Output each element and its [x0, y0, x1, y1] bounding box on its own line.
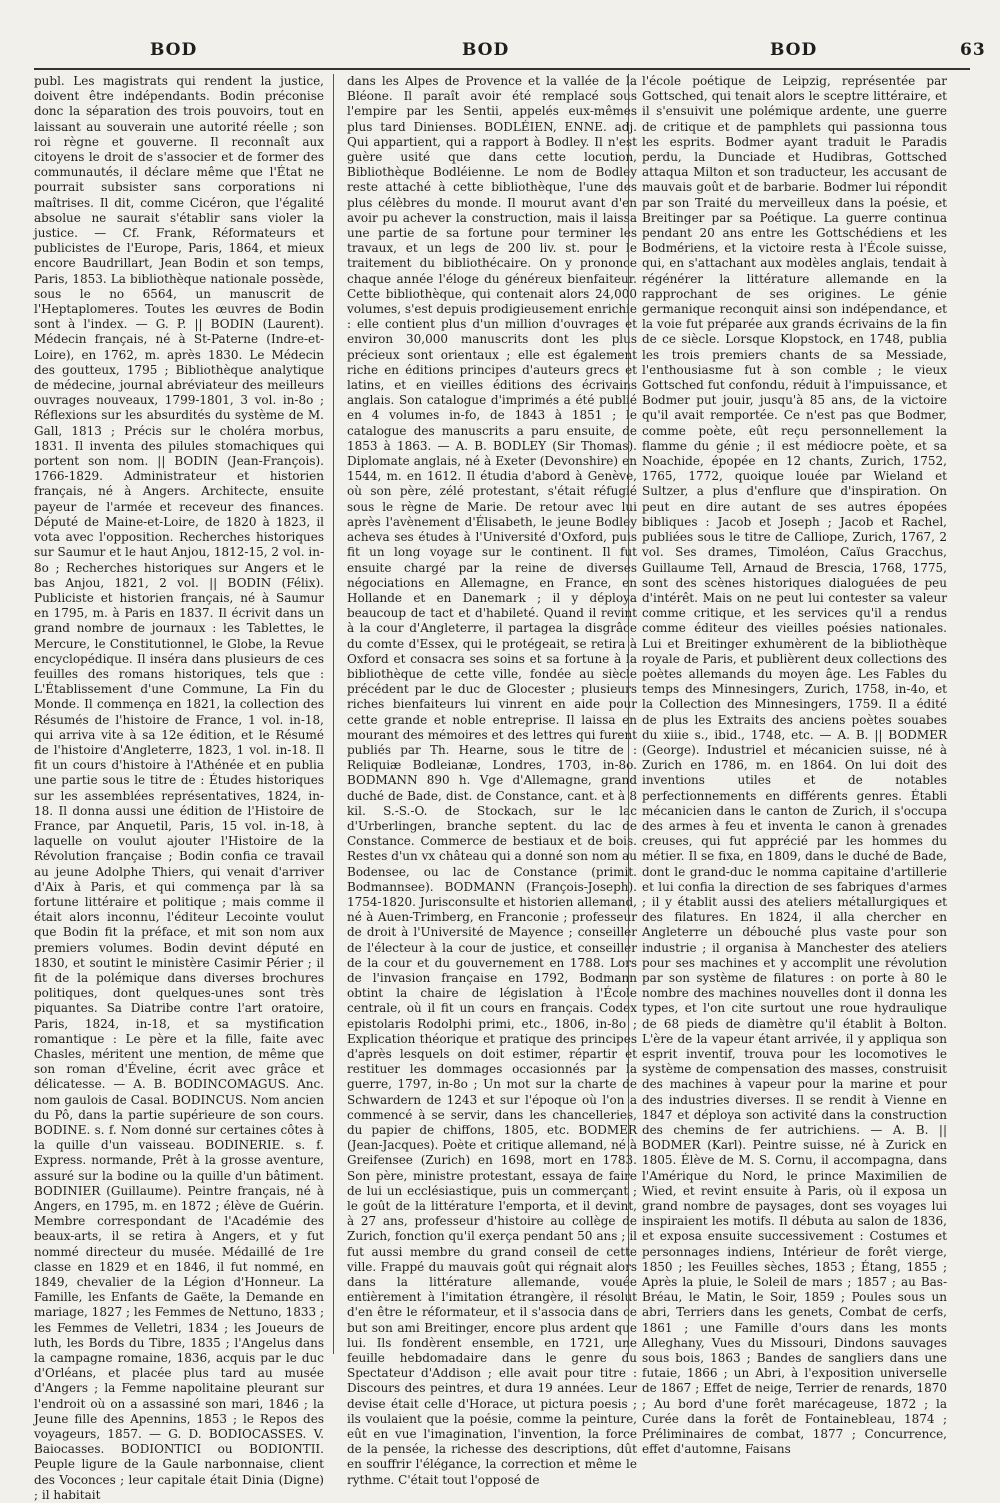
header-rule [34, 68, 970, 70]
page-number: 63 [960, 40, 986, 60]
running-head-center: BOD [462, 40, 510, 60]
running-head-right: BOD [770, 40, 818, 60]
column-divider [333, 74, 334, 1354]
column-1-text: publ. Les magistrats qui rendent la justice, doivent être indépendants. Bodin préconise donc la séparation des trois pouvoirs, tout en laissant au souverain une autorité réelle ; son roi règne et gouverne. Il reconnaît aux citoyens le droit de s'associer et de former des communautés, il déclare même que l'État ne pourrait subsister sans corporations ni maîtrises. Il dit, comme Cicéron, que l'égalité absolue ne saurait s'établir sans violer la justice. — Cf. Frank, Réformateurs et publicistes de l'Europe, Paris, 1864, et mieux encore Baudrillart, Jean Bodin et son temps, Paris, 1853. La bibliothèque nationale possède, sous le no 6564, un manuscrit de l'Heptaplomeres. Toutes les œuvres de Bodin sont à l'index. — G. P. || BODIN (Laurent). Médecin français, né à St-Paterne (Indre-et-Loire), en 1762, m. après 1830. Le Médecin des goutteux, 1795 ; Bibliothèque analytique de médecine, journal abréviateur des meilleurs ouvrages nouveaux, 1799-1801, 3 vol. in-8o ; Réflexions sur les absurdités du système de M. Gall, 1813 ; Précis sur le choléra morbus, 1831. Il inventa des pilules stomachiques qui portent son nom. || BODIN (Jean-François). 1766-1829. Administrateur et historien français, né à Angers. Architecte, ensuite payeur de l'armée et receveur des finances. Député de Maine-et-Loire, de 1820 à 1823, il vota avec l'opposition. Recherches historiques sur Saumur et le haut Anjou, 1812-15, 2 vol. in-8o ; Recherches historiques sur Angers et le bas Anjou, 1821, 2 vol. || BODIN (Félix). Publiciste et historien français, né à Saumur en 1795, m. à Paris en 1837. Il écrivit dans un grand nombre de journaux : les Tablettes, le Mercure, le Constitutionnel, le Globe, la Revue encyclopédique. Il inséra dans plusieurs de ces feuilles des romans historiques, tels que : L'Établissement d'une Commune, La Fin du Monde. Il commença en 1821, la collection des Résumés de l'histoire de France, 1 vol. in-18, qui arriva vite à sa 12e édition, et le Résumé de l'histoire d'Angleterre, 1823, 1 vol. in-18. Il fit un cours d'histoire à l'Athénée et en publia une partie sous le titre de : Études historiques sur les assemblées représentatives, 1824, in-18. Il donna aussi une édition de l'Histoire de France, par Anquetil, Paris, 15 vol. in-18, à laquelle on voulut ajouter l'Histoire de la Révolution française ; Bodin confia ce travail au jeune Adolphe Thiers, qui venait d'arriver d'Aix à Paris, et qui commença par là sa fortune littéraire et politique ; mais comme il était alors inconnu, l'éditeur Lecointe voulut que Bodin fit la préface, et mit son nom aux premiers volumes. Bodin devint député en 1830, et soutint le ministère Casimir Périer ; il fit de la polémique dans diverses brochures politiques, dont quelques-unes sont très piquantes. Sa Diatribe contre l'art oratoire, Paris, 1824, in-18, et sa mystification romantique : Le père et la fille, faite avec Chasles, méritent une mention, de même que son roman d'Éveline, écrit avec grâce et délicatesse. — A. B. BODINCOMAGUS. Anc. nom gaulois de Casal. BODINCUS. Nom ancien du Pô, dans la partie supérieure de son cours. BODINE. s. f. Nom donné sur certaines côtes à la quille d'un vaisseau. BODINERIE. s. f. Express. normande, Prêt à la grosse aventure, assuré sur la bodine ou la quille d'un bâtiment. BODINIER (Guillaume). Peintre français, né à Angers, en 1795, m. en 1872 ; élève de Guérin. Membre correspondant de l'Académie des beaux-arts, il se retira à Angers, et y fut nommé directeur du musée. Médaillé de 1re classe en 1829 et en 1846, il fut nommé, en 1849, chevalier de la Légion d'Honneur. La Famille, les Enfants de Gaëte, la Demande en mariage, 1827 ; les Femmes de Nettuno, 1833 ; les Femmes de Velletri, 1834 ; les Joueurs de luth, les Bords du Tibre, 1835 ; l'Angelus dans la campagne romaine, 1836, acquis par le duc d'Orléans, et placée plus tard au musée d'Angers ; la Femme napolitaine pleurant sur l'endroit où on a assassiné son mari, 1846 ; la Jeune fille des Apennins, 1853 ; le Repos des voyageurs, 1857. — G. D. BODIOCASSES. V. Baiocasses. BODIONTICI ou BODIONTII. Peuple ligure de la Gaule narbonnaise, client des Voconces ; leur capitale était Dinia (Digne) ; il habitait [34, 74, 324, 1502]
column-3-text: l'école poétique de Leipzig, représentée par Gottsched, qui tenait alors le sceptre littéraire, et il s'ensuivit une polémique ardente, une guerre de critique et de pamphlets qui passionna tous les esprits. Bodmer ayant traduit le Paradis perdu, la Dunciade et Hudibras, Gottsched attaqua Milton et son traducteur, les accusant de mauvais goût et de barbarie. Bodmer lui répondit par son Traité du merveilleux dans la poésie, et Breitinger par sa Poétique. La guerre continua pendant 20 ans entre les Gottschédiens et les Bodmériens, et la victoire resta à l'École suisse, qui, en s'attachant aux modèles anglais, tendait à régénérer la littérature allemande en la rapprochant de ses origines. Le génie germanique reconquit ainsi son indépendance, et la voie fut préparée aux grands écrivains de la fin de ce siècle. Lorsque Klopstock, en 1748, publia les trois premiers chants de sa Messiade, l'enthousiasme fut à son comble ; le vieux Gottsched fut confondu, réduit à l'impuissance, et Bodmer put jouir, jusqu'à 85 ans, de la victoire qu'il avait remportée. Ce n'est pas que Bodmer, comme poète, eût reçu personnellement la flamme du génie ; il est médiocre poète, et sa Noachide, épopée en 12 chants, Zurich, 1752, 1765, 1772, quoique louée par Wieland et Sultzer, a plus d'enflure que d'inspiration. On peut en dire autant de ses autres épopées bibliques : Jacob et Joseph ; Jacob et Rachel, publiées sous le titre de Calliope, Zurich, 1767, 2 vol. Ses drames, Timoléon, Caïus Gracchus, Guillaume Tell, Arnaud de Brescia, 1768, 1775, sont des scènes historiques dialoguées de peu d'intérêt. Mais on ne peut lui contester sa valeur comme critique, et les services qu'il a rendus comme éditeur des vieilles poésies nationales. Lui et Breitinger exhumèrent de la bibliothèque royale de Paris, et publièrent deux collections des poètes allemands du moyen âge. Les Fables du temps des Minnesingers, Zurich, 1758, in-4o, et la Collection des Minnesingers, 1759. Il a édité de plus les Extraits des anciens poètes souabes du xiiie s., ibid., 1748, etc. — A. B. || BODMER (George). Industriel et mécanicien suisse, né à Zurich en 1786, m. en 1864. On lui doit des inventions utiles et de notables perfectionnements en différents genres. Établi mécanicien dans le canton de Zurich, il s'occupa des armes à feu et inventa le canon à grenades creuses, qui fut apprécié par les hommes du métier. Il se fixa, en 1809, dans le duché de Bade, dont le grand-duc le nomma capitaine d'artillerie et lui confia la direction de ses fabriques d'armes ; il y établit aussi des ateliers métallurgiques et des filatures. En 1824, il alla chercher en Angleterre un débouché plus vaste pour son industrie ; il organisa à Manchester des ateliers pour ses machines et y accomplit une révolution par son système de filatures : on porte à 80 le nombre des machines nouvelles dont il donna les types, et l'on cite surtout une roue hydraulique de 68 pieds de diamètre qu'il établit à Bolton. L'ère de la vapeur étant arrivée, il y appliqua son esprit inventif, trouva pour les locomotives le système de compensation des masses, construisit des machines à vapeur pour la marine et pour des industries diverses. Il se rendit à Vienne en 1847 et déploya son activité dans la construction des chemins de fer autrichiens. — A. B. || BODMER (Karl). Peintre suisse, né à Zurick en 1805. Élève de M. S. Cornu, il accompagna, dans l'Amérique du Nord, le prince Maximilien de Wied, et revint ensuite à Paris, où il exposa un grand nombre de paysages, dont ses voyages lui inspiraient les motifs. Il débuta au salon de 1836, et exposa ensuite successivement : Costumes et personnages indiens, Intérieur de forêt vierge, 1850 ; les Feuilles sèches, 1853 ; Étang, 1855 ; Après la pluie, le Soleil de mars ; 1857 ; au Bas-Bréau, le Matin, le Soir, 1859 ; Poules sous un abri, Terriers dans les genets, Combat de cerfs, 1861 ; une Famille d'ours dans les monts Alleghany, Vues du Missouri, Dindons sauvages sous bois, 1863 ; Bandes de sangliers dans une futaie, 1866 ; un Abri, à l'exposition universelle de 1867 ; Effet de neige, Terrier de renards, 1870 ; Au bord d'une forêt marécageuse, 1872 ; la Curée dans la forêt de Fontainebleau, 1874 ; Préliminaires de combat, 1877 ; Concurrence, effet d'automne, Faisans [642, 74, 947, 1457]
text-column-2 [347, 74, 637, 1487]
column-divider [628, 74, 629, 1354]
text-column-1 [34, 74, 324, 1502]
text-column-3 [642, 74, 947, 1457]
column-2-text: dans les Alpes de Provence et la vallée de la Bléone. Il paraît avoir été remplacé sous l'empire par les Sentii, appelés eux-mêmes plus tard Dinienses. BODLÉIEN, ENNE. adj. Qui appartient, qui a rapport à Bodley. Il n'est guère usité que dans cette locution, Bibliothèque Bodléienne. Le nom de Bodley reste attaché à cette bibliothèque, l'une des plus célèbres du monde. Il mourut avant d'en avoir pu achever la construction, mais il laissa une partie de sa fortune pour terminer les travaux, et un legs de 200 liv. st. pour le traitement du bibliothécaire. On y prononce chaque année l'éloge du généreux bienfaiteur. Cette bibliothèque, qui contenait alors 24,000 volumes, s'est depuis prodigieusement enrichie : elle contient plus d'un million d'ouvrages et environ 30,000 manuscrits dont les plus précieux sont orientaux ; elle est également riche en éditions principes d'auteurs grecs et latins, et en vieilles éditions des écrivains anglais. Son catalogue d'imprimés a été publié en 4 volumes in-fo, de 1843 à 1851 ; le catalogue des manuscrits a paru ensuite, de 1853 à 1863. — A. B. BODLEY (Sir Thomas). Diplomate anglais, né à Exeter (Devonshire) en 1544, m. en 1612. Il étudia d'abord à Genève, où son père, zélé protestant, s'était réfugié sous le règne de Marie. De retour avec lui après l'avènement d'Élisabeth, le jeune Bodley acheva ses études à l'Université d'Oxford, puis fit un long voyage sur le continent. Il fut ensuite chargé par la reine de diverses négociations en Allemagne, en France, en Hollande et en Danemark ; il y déploya beaucoup de tact et d'habileté. Quand il revint à la cour d'Angleterre, il partagea la disgrâce du comte d'Essex, qui le protégeait, se retira à Oxford et consacra ses soins et sa fortune à la bibliothèque de cette ville, fondée au siècle précédent par le duc de Glocester ; plusieurs riches bienfaiteurs lui vinrent en aide pour cette grande et noble entreprise. Il laissa en mourant des mémoires et des lettres qui furent publiés par Th. Hearne, sous le titre de : Reliquiæ Bodleianæ, Londres, 1703, in-8o. BODMANN 890 h. Vge d'Allemagne, grand duché de Bade, dist. de Constance, cant. et à 8 kil. S.-S.-O. de Stockach, sur le lac d'Urberlingen, branche septent. du lac de Constance. Commerce de bestiaux et de bois. Restes d'un vx château qui a donné son nom au Bodensee, ou lac de Constance (primit. Bodmannsee). BODMANN (François-Joseph). 1754-1820. Jurisconsulte et historien allemand, né à Auen-Trimberg, en Franconie ; professeur de droit à l'Université de Mayence ; conseiller de l'électeur à la cour de justice, et conseiller de la cour et du gouvernement en 1788. Lors de l'invasion française en 1792, Bodmann obtint la chaire de législation à l'École centrale, où il fit un cours en français. Codex epistolaris Rodolphi primi, etc., 1806, in-8o ; Explication théorique et pratique des principes d'après lesquels on doit estimer, répartir et restituer les dommages occasionnés par la guerre, 1797, in-8o ; Un mot sur la charte de Schwardern de 1243 et sur l'époque où l'on a commencé à se servir, dans les chancelleries, du papier de chiffons, 1805, etc. BODMER (Jean-Jacques). Poète et critique allemand, né à Greifensee (Zurich) en 1698, mort en 1783. Son père, ministre protestant, essaya de faire de lui un ecclésiastique, puis un commerçant ; le goût de la littérature l'emporta, et il devint, à 27 ans, professeur d'histoire au collège de Zurich, fonction qu'il exerça pendant 50 ans ; il fut aussi membre du grand conseil de cette ville. Frappé du mauvais goût qui régnait alors dans la littérature allemande, vouée entièrement à l'imitation étrangère, il résolut d'en être le réformateur, et il s'associa dans ce but son ami Breitinger, encore plus ardent que lui. Ils fondèrent ensemble, en 1721, une feuille hebdomadaire dans le genre du Spectateur d'Addison ; elle avait pour titre : Discours des peintres, et dura 19 années. Leur devise était celle d'Horace, ut pictura poesis ; ils voulaient que la poésie, comme la peinture, eût en vue l'imagination, l'invention, la force de la pensée, la richesse des descriptions, dût en souffrir l'élégance, la correction et même le rythme. C'était tout l'opposé de [347, 74, 637, 1487]
running-head-left: BOD [150, 40, 198, 60]
